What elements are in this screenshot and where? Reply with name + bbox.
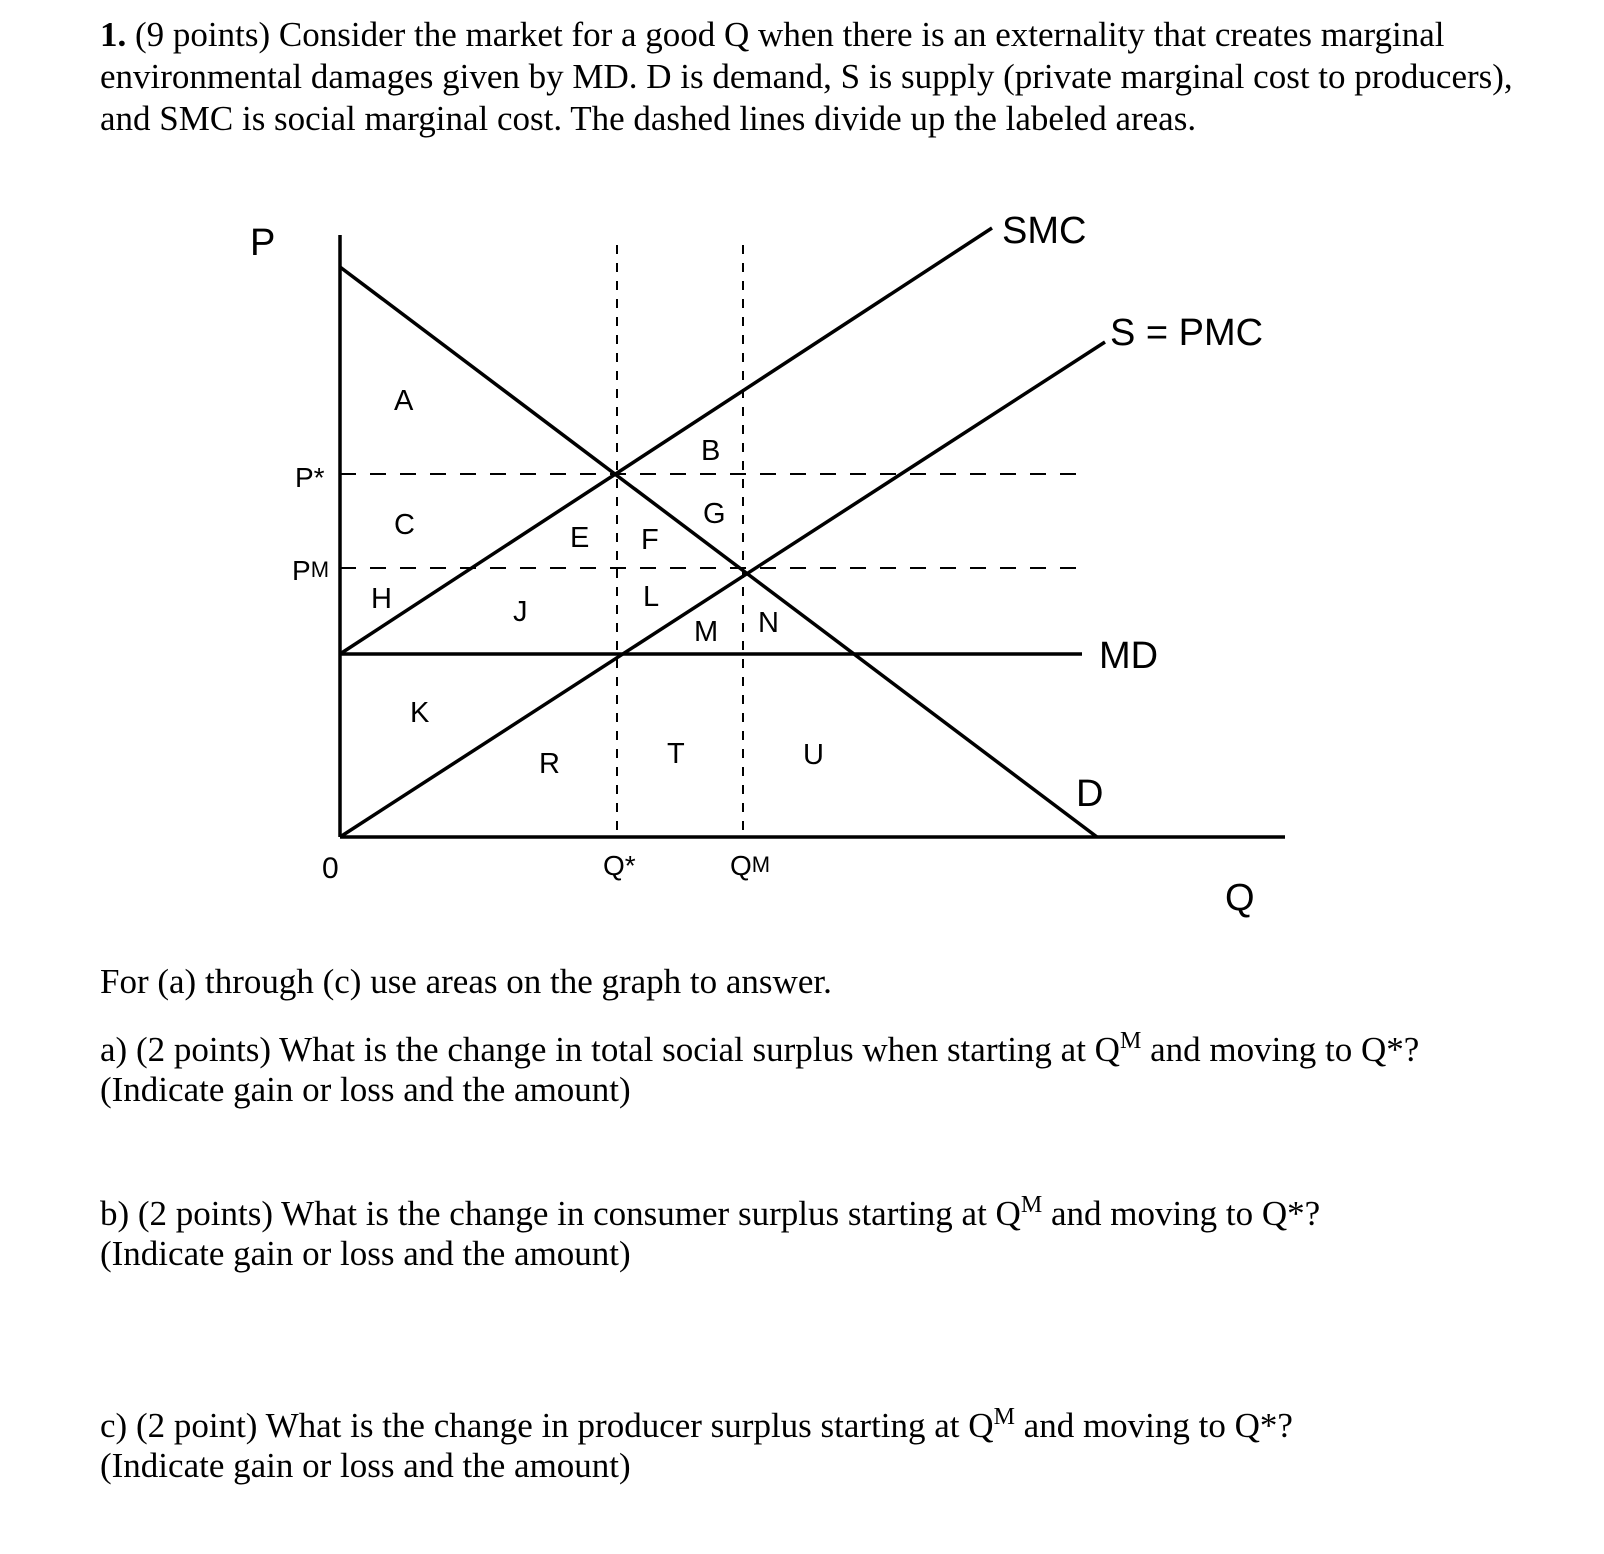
part-a-text: a) (2 points) What is the change in total social surplus when starting at Q (100, 1030, 1120, 1069)
question-part-c (100, 1406, 1293, 1486)
area-label-r: R (539, 748, 560, 780)
question-text: (9 points) Consider the market for a good Q when there is an externality that creates marginal environmental damages given by MD. D is demand, S is supply (private marginal cost to producers), and SMC is social marginal cost. The dashed lines divide up the labeled areas. (100, 15, 1513, 138)
question-part-b (100, 1194, 1320, 1274)
part-c-text: c) (2 point) What is the change in producer surplus starting at Q (100, 1406, 994, 1445)
part-b-superscript: M (1020, 1192, 1043, 1218)
p-star-label: P* (295, 462, 325, 493)
supply-label: S = PMC (1110, 312, 1264, 354)
area-label-l: L (643, 581, 660, 613)
qm-label-base: Q (730, 850, 752, 881)
smc-label: SMC (1002, 210, 1087, 252)
question-part-a (100, 1030, 1419, 1110)
area-label-h: H (371, 583, 392, 615)
area-label-f: F (641, 524, 659, 556)
area-label-k: K (410, 697, 430, 729)
pm-label (292, 555, 329, 586)
part-c-superscript: M (993, 1404, 1015, 1430)
part-a-superscript: M (1119, 1028, 1142, 1054)
origin-label: 0 (322, 852, 339, 885)
demand-label: D (1076, 773, 1104, 815)
area-label-u: U (803, 739, 824, 771)
qm-label (730, 850, 770, 881)
area-label-m: M (694, 616, 719, 648)
pm-label-base: P (292, 555, 311, 586)
area-label-g: G (703, 498, 726, 530)
part-b-text: b) (2 points) What is the change in consumer surplus starting at Q (100, 1194, 1021, 1233)
qm-label-sup: M (751, 852, 771, 877)
area-label-a: A (394, 385, 414, 417)
part-a-text-end: and moving to Q*? (1141, 1030, 1420, 1069)
y-axis-label: P (250, 222, 276, 264)
area-label-e: E (570, 522, 590, 554)
x-axis-label: Q (1225, 877, 1255, 919)
part-b-note: (Indicate gain or loss and the amount) (100, 1234, 631, 1273)
part-b-text-end: and moving to Q*? (1042, 1194, 1321, 1233)
md-label: MD (1099, 635, 1159, 677)
q-star-label: Q* (603, 850, 636, 881)
area-label-n: N (758, 607, 779, 639)
area-label-b: B (701, 435, 721, 467)
demand-curve (340, 267, 1097, 837)
part-a-note: (Indicate gain or loss and the amount) (100, 1070, 631, 1109)
question-number: 1. (100, 15, 127, 54)
instructions: For (a) through (c) use areas on the graph to answer. (100, 962, 832, 1001)
part-c-text-end: and moving to Q*? (1014, 1406, 1293, 1445)
area-label-c: C (394, 509, 415, 541)
supply-curve (340, 342, 1105, 837)
pm-label-sup: M (310, 557, 330, 582)
area-label-t: T (667, 738, 685, 770)
area-label-j: J (513, 596, 528, 628)
smc-curve (340, 228, 992, 654)
part-c-note: (Indicate gain or loss and the amount) (100, 1446, 631, 1485)
